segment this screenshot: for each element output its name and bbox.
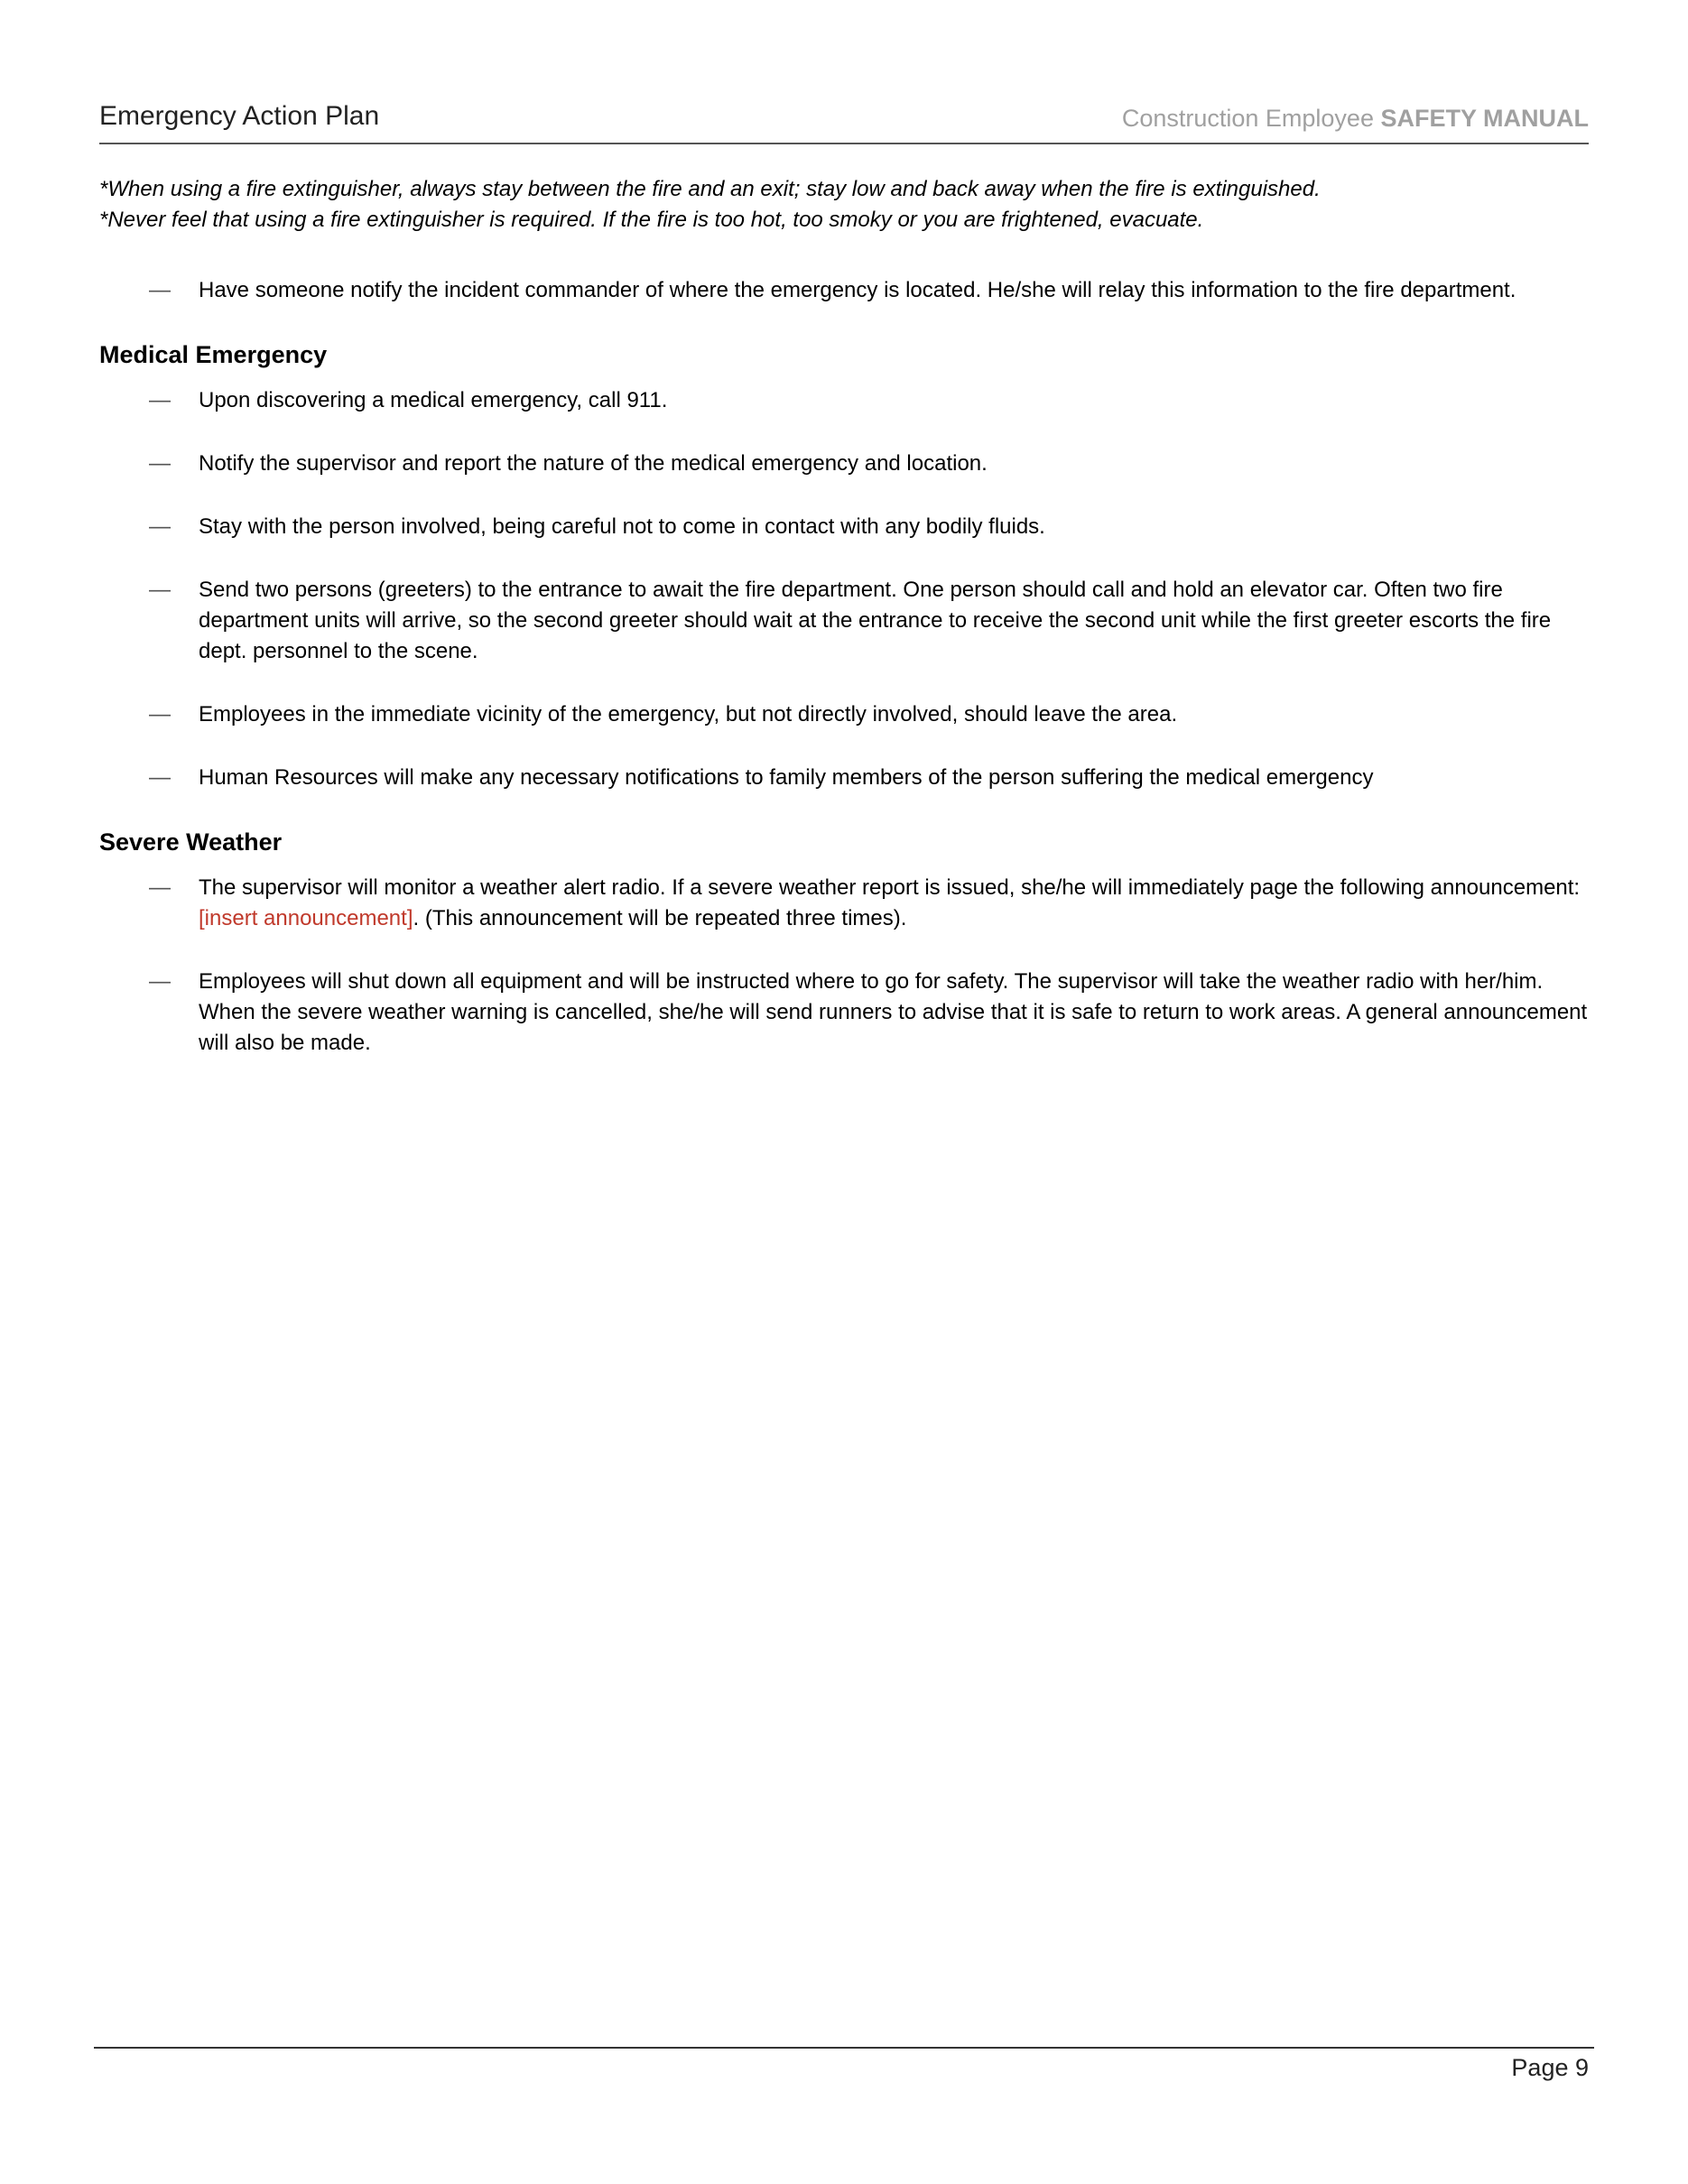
list-item — [99, 575, 1589, 667]
list-item — [99, 385, 1589, 416]
announcement-text-after: . (This announcement will be repeated three times). — [413, 906, 907, 930]
list-item — [99, 449, 1589, 479]
note-line: *When using a fire extinguisher, always stay between the fire and an exit; stay low and back away when the fire is extinguished. — [99, 177, 1321, 201]
list-item-text: Upon discovering a medical emergency, call 911. — [199, 388, 668, 412]
list-item-text: Have someone notify the incident commander of where the emergency is located. He/she will relay this information to the fire department. — [199, 278, 1516, 302]
dash-bullet: — — [149, 451, 171, 476]
dash-bullet: — — [149, 875, 171, 900]
list-item — [99, 512, 1589, 542]
insert-announcement-placeholder: [insert announcement] — [199, 906, 413, 930]
list-item-text: Employees in the immediate vicinity of the emergency, but not directly involved, should leave the area. — [199, 702, 1178, 726]
list-item — [99, 763, 1589, 793]
list-item-text: Notify the supervisor and report the nature of the medical emergency and location. — [199, 451, 988, 476]
footer-rule — [94, 2047, 1594, 2049]
weather-list — [99, 873, 1589, 1059]
section-heading-medical: Medical Emergency — [99, 341, 328, 368]
fire-extinguisher-notes — [99, 174, 1589, 236]
list-item-text: Human Resources will make any necessary notifications to family members of the person suffering the medical emergency — [199, 765, 1374, 790]
list-item — [99, 275, 1589, 306]
list-item — [99, 967, 1589, 1059]
page-header — [99, 101, 1589, 144]
announcement-text-before: The supervisor will monitor a weather alert radio. If a severe weather report is issued, she/he will immediately page the following announcement: — [199, 875, 1581, 900]
note-line: *Never feel that using a fire extinguisher is required. If the fire is too hot, too smoky or you are frightened, evacuate. — [99, 208, 1204, 232]
dash-bullet: — — [149, 969, 171, 994]
document-body — [99, 174, 1589, 1091]
medical-list — [99, 385, 1589, 793]
dash-bullet: — — [149, 278, 171, 302]
list-item — [99, 699, 1589, 730]
dash-bullet: — — [149, 765, 171, 790]
header-manual-bold: SAFETY MANUAL — [1380, 105, 1589, 132]
header-manual-title — [1122, 105, 1589, 133]
header-title: Emergency Action Plan — [99, 101, 380, 131]
page-number: Page 9 — [1511, 2054, 1589, 2081]
list-item-text: Send two persons (greeters) to the entrance to await the fire department. One person should call and hold an elevator car. Often two fire department units will arrive, so the second greeter should wait at the entrance to receive the second unit while the first greeter escorts the fire dept. personnel to the scene. — [199, 578, 1552, 663]
list-item — [99, 873, 1589, 934]
dash-bullet: — — [149, 514, 171, 539]
intro-list — [99, 275, 1589, 306]
header-manual-prefix: Construction Employee — [1121, 105, 1374, 132]
list-item-text — [199, 875, 1580, 930]
section-heading-weather: Severe Weather — [99, 828, 283, 856]
list-item-text: Employees will shut down all equipment and will be instructed where to go for safety. The supervisor will take the weather radio with her/him. When the severe weather warning is cancelled, she/he will send runners to advise that it is safe to return to work areas. A general announcement will also be made. — [199, 969, 1588, 1055]
dash-bullet: — — [149, 578, 171, 602]
dash-bullet: — — [149, 702, 171, 726]
dash-bullet: — — [149, 388, 171, 412]
list-item-text: Stay with the person involved, being careful not to come in contact with any bodily fluids. — [199, 514, 1045, 539]
